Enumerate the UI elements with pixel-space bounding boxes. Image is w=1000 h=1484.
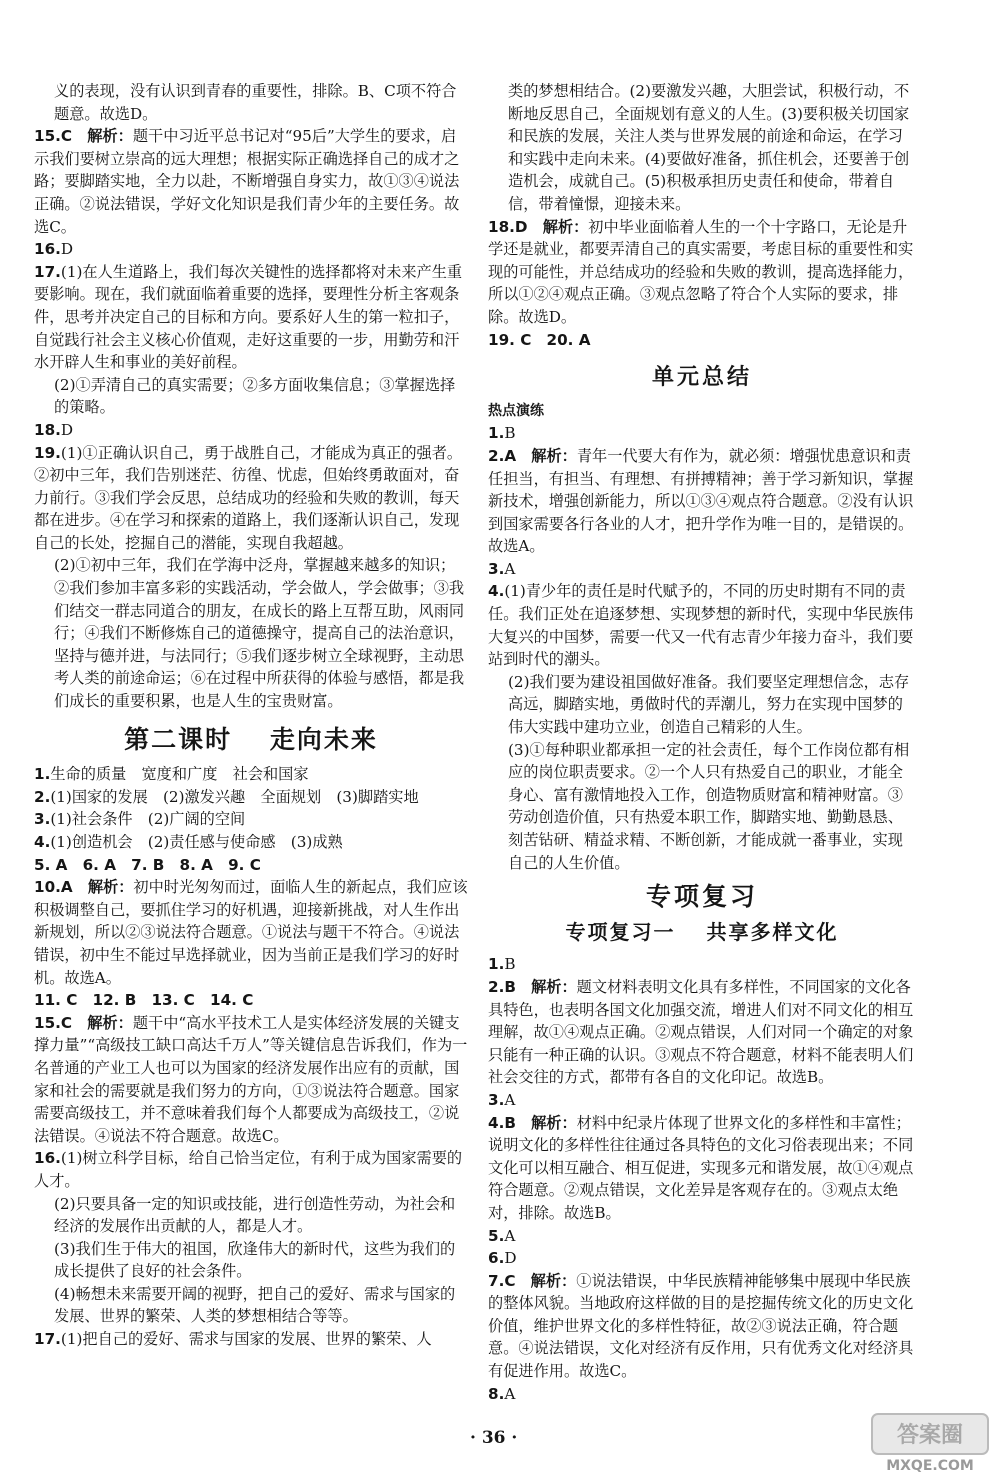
- answer-item: [488, 976, 916, 1089]
- item-text: 题干中“高水平技术工人是实体经济发展的关键支撑力量”“高级技工缺口高达千万人”等关键信息告诉我们，作为一名普通的产业工人也可以为国家的经济发展作出应有的贡献，国家和社会的需要就是我们努力的方向，①③说法符合题意。国家需要高级技工，并不意味着我们每个人都要成为高级技工，②说法错误。④说法不符合题意。故选C。: [34, 1013, 468, 1145]
- item-number: 17.: [34, 1330, 61, 1349]
- item-subpart: (3)我们生于伟大的祖国，欣逢伟大的新时代，这些为我们的成长提供了良好的社会条件。: [54, 1239, 456, 1281]
- item-number: 1.: [34, 765, 51, 784]
- item-number: 2.: [488, 977, 505, 996]
- item-text: 青年一代要大有作为，就必须：增强忧患意识和责任担当，有担当、有理想、有拼搏精神；善于学习新知识，掌握新技术，增强创新能力，所以①③④观点符合题意。②没有认识到国家需要各行各业的人才，把升学作为唯一目的，是错误的。故选A。: [488, 446, 914, 556]
- watermark-text: MXQE.COM: [886, 1458, 974, 1474]
- item-text: B: [504, 424, 516, 443]
- answer-item: [34, 831, 468, 854]
- item-number: 3.: [34, 810, 51, 829]
- item-text: ①说法错误，中华民族精神能够集中展现中华民族的整体风貌。当地政府这样做的目的是挖掘传统文化的历史文化价值，维护世界文化的多样性特征，故②③说法正确，符合题意。④说法错误，文化对经济有反作用，只有优秀文化对经济具有促进作用。故选C。: [488, 1271, 914, 1381]
- item-number: 5.: [488, 1226, 505, 1245]
- item-subpart: (2)①初中三年，我们在学海中泛舟，掌握越来越多的知识；②我们参加丰富多彩的实践活动，学会做人，学会做事；③我们结交一群志同道合的朋友，在成长的路上互帮互助，风雨同行；④我们不断修炼自己的道德操守，提高自己的法治意识，坚持与德并进，与法同行；⑤我们逐步树立全球视野，主动思考人类的前途命运；⑥在过程中所获得的体验与感悟，都是我们成长的重要积累，也是人生的宝贵财富。: [54, 556, 465, 711]
- item-number: 8.: [488, 1384, 505, 1403]
- item-text: 题干中习近平总书记对“95后”大学生的要求，启示我们要树立崇高的远大理想；根据实际正确选择自己的成才之路；要脚踏实地，全力以赴，不断增强自身实力，故①③④说法正确。②说法错误，学好文化知识是我们青少年的主要任务。故选C。: [34, 127, 460, 236]
- answer-item: [488, 1270, 916, 1383]
- item-text: (1)国家的发展 (2)激发兴趣 全面规划 (3)脚踏实地: [50, 787, 419, 806]
- answer-item: [488, 422, 916, 445]
- item-number: 3.: [488, 1090, 505, 1109]
- answer-item: [34, 125, 468, 238]
- lesson-title: 第二课时 走向未来: [124, 724, 378, 754]
- item-text: D: [60, 240, 74, 259]
- item-text: D: [504, 1249, 517, 1268]
- item-text: (1)把自己的爱好、需求与国家的发展、世界的繁荣、人: [60, 1330, 432, 1349]
- item-number: 1.: [488, 424, 505, 443]
- item-number: 1.: [488, 955, 505, 974]
- item-key: C 解析：: [60, 1013, 133, 1032]
- answer-item: [34, 808, 468, 831]
- item-number: 4.: [34, 833, 51, 851]
- item-subpart: (2)我们要为建设祖国做好准备。我们要坚定理想信念，志存高远，脚踏实地，勇做时代的弄潮儿，努力在实现中国梦的伟大实践中建功立业，创造自己精彩的人生。: [508, 672, 910, 737]
- answer-item: [488, 445, 916, 558]
- answer-line: 11. C 12. B 13. C 14. C: [34, 991, 254, 1010]
- answer-item: [34, 786, 468, 809]
- item-number: 10.: [34, 878, 61, 897]
- item-key: B 解析：: [504, 1113, 577, 1132]
- item-key: C 解析：: [60, 127, 133, 146]
- item-key: B 解析：: [504, 977, 577, 996]
- item-number: 19.: [34, 443, 61, 462]
- item-number: 16.: [34, 1149, 61, 1168]
- item-text: A: [504, 559, 516, 578]
- unit-summary-heading: 单元总结: [651, 365, 752, 391]
- item-text: (1)社会条件 (2)广阔的空间: [50, 810, 246, 829]
- answer-item: [34, 763, 468, 786]
- answer-item: [488, 1089, 916, 1112]
- item-number: 7.: [488, 1271, 505, 1290]
- left-column: [34, 80, 468, 1351]
- item-text: (1)①正确认识自己，勇于战胜自己，才能成为真正的强者。②初中三年，我们告别迷茫、彷徨、忧虑，但始终勇敢面对，奋力前行。③我们学会反思，总结成功的经验和失败的教训，每天都在进步。④在学习和探索的道路上，我们逐渐认识自己，发现自己的长处，挖掘自己的潜能，实现自我超越。: [34, 443, 463, 552]
- answer-item: [488, 1112, 916, 1225]
- item-subpart: (2)只要具备一定的知识或技能，进行创造性劳动，为社会和经济的发展作出贡献的人，都是人才。: [54, 1194, 456, 1236]
- item-number: 17.: [34, 262, 61, 281]
- answer-item: [34, 419, 468, 442]
- page-number: · 36 ·: [470, 1428, 518, 1448]
- answer-item: [488, 953, 916, 976]
- item-number: 3.: [488, 559, 505, 578]
- answer-item: [34, 261, 468, 374]
- answer-line: 19. C 20. A: [488, 330, 591, 349]
- svg-text:答案圈: 答案圈: [896, 1423, 964, 1448]
- item-text: (1)在人生道路上，我们每次关键性的选择都将对未来产生重要影响。现在，我们就面临着重要的选择，要理性分析主客观条件，思考并决定自己的目标和方向。要系好人生的第一粒扣子，自觉践行社会主义核心价值观，走好这重要的一步，用勤劳和汗水开辟人生和事业的美好前程。: [34, 262, 463, 372]
- item-number: 15.: [34, 1013, 61, 1032]
- item-subpart: (4)畅想未来需要开阔的视野，把自己的爱好、需求与国家的发展、世界的繁荣、人类的梦想相结合等等。: [54, 1284, 456, 1326]
- item-number: 15.: [34, 127, 61, 146]
- item-text: (1)青少年的责任是时代赋予的，不同的历史时期有不同的责任。我们正处在追逐梦想、实现梦想的新时代，实现中华民族伟大复兴的中国梦，需要一代又一代有志青少年接力奋斗，我们要站到时代的潮头。: [488, 582, 914, 669]
- item-key: D 解析：: [514, 217, 589, 236]
- item-text: (1)创造机会 (2)责任感与使命感 (3)成熟: [50, 833, 343, 851]
- watermark-logo: [870, 1410, 990, 1476]
- continuation-text: 类的梦想相结合。(2)要激发兴趣，大胆尝试，积极行动，不断地反思自己，全面规划有意义的人生。(3)要积极关切国家和民族的发展，关注人类与世界发展的前途和命运，在学习和实践中走向未来。(4)要做好准备，抓住机会，还要善于创造机会，成就自己。(5)积极承担历史责任和使命，带着自信，带着憧憬，迎接未来。: [508, 82, 910, 213]
- item-number: 2.: [34, 787, 51, 806]
- item-number: 18.: [34, 420, 61, 439]
- item-number: 16.: [34, 240, 61, 259]
- item-subpart: (2)①弄清自己的真实需要；②多方面收集信息；③掌握选择的策略。: [54, 375, 456, 417]
- answer-item: [34, 1328, 468, 1351]
- item-text: 题文材料表明文化具有多样性，不同国家的文化各具特色，也表明各国文化加强交流，增进人们对不同文化的相互理解，故①④观点正确。②观点错误，人们对同一个确定的对象只能有一种正确的认识。③观点不符合题意，材料不能表明人们社会交往的方式，都带有各自的文化印记。故选B。: [488, 977, 914, 1087]
- answer-item: [34, 1147, 468, 1192]
- special-review-1-heading: 专项复习一 共享多样文化: [565, 919, 839, 944]
- answer-item: [488, 1383, 916, 1406]
- hot-practice-label: 热点演练: [488, 402, 544, 419]
- continuation-text: 义的表现，没有认识到青春的重要性，排除。B、C项不符合题意。故选D。: [54, 82, 457, 123]
- item-text: 生命的质量 宽度和广度 社会和国家: [50, 765, 309, 784]
- answer-line: 5. A 6. A 7. B 8. A 9. C: [34, 855, 261, 874]
- answer-item: [488, 580, 916, 670]
- item-number: 4.: [488, 582, 505, 601]
- item-text: 材料中纪录片体现了世界文化的多样性和丰富性；说明文化的多样性往往通过各具特色的文化习俗表现出来；不同文化可以相互融合、相互促进，实现多元和谐发展，故①④观点符合题意。②观点错误，文化差异是客观存在的。③观点太绝对，排除。故选B。: [488, 1113, 914, 1222]
- item-number: 6.: [488, 1249, 505, 1268]
- item-text: 初中毕业面临着人生的一个十字路口，无论是升学还是就业，都要弄清自己的真实需要，考虑目标的重要性和实现的可能性，并总结成功的经验和失败的教训，提高选择能力，所以①②④观点正确。③观点忽略了符合个人实际的要求，排除。故选D。: [488, 217, 914, 326]
- right-column: [488, 80, 916, 1405]
- item-key: A 解析：: [60, 878, 134, 897]
- item-number: 18.: [488, 217, 515, 236]
- answer-item: [34, 1012, 468, 1148]
- item-subpart: (3)①每种职业都承担一定的社会责任，每个工作岗位都有相应的岗位职责要求。②一个人只有热爱自己的职业，才能全身心、富有激情地投入工作，创造物质财富和精神财富。③劳动创造价值，只有热爱本职工作，脚踏实地、勤勤恳恳、刻苦钻研、精益求精、不断创新，才能成就一番事业，实现自己的人生价值。: [508, 740, 910, 872]
- item-key: C 解析：: [504, 1271, 577, 1290]
- item-text: 初中时光匆匆而过，面临人生的新起点，我们应该积极调整自己，要抓住学习的好机遇，迎接新挑战，对人生作出新规划，所以②③说法符合题意。①说法与题干不符合。④说法错误，初中生不能过早选择就业，因为当前正是我们学习的好时机。故选A。: [34, 878, 468, 987]
- answer-item: [34, 442, 468, 555]
- item-text: (1)树立科学目标，给自己恰当定位，有利于成为国家需要的人才。: [34, 1149, 463, 1190]
- item-text: A: [504, 1226, 516, 1245]
- item-number: 4.: [488, 1113, 505, 1132]
- answer-item: [488, 1225, 916, 1248]
- answer-item: [488, 1247, 916, 1270]
- special-review-heading: 专项复习: [645, 882, 758, 912]
- item-key: A 解析：: [504, 446, 577, 465]
- answer-item: [34, 238, 468, 261]
- answer-item: [34, 876, 468, 989]
- item-text: D: [60, 420, 74, 439]
- item-number: 2.: [488, 446, 505, 465]
- answer-item: [488, 216, 916, 329]
- answer-item: [488, 558, 916, 581]
- item-text: A: [504, 1090, 516, 1109]
- item-text: A: [504, 1384, 516, 1403]
- item-text: B: [504, 955, 516, 974]
